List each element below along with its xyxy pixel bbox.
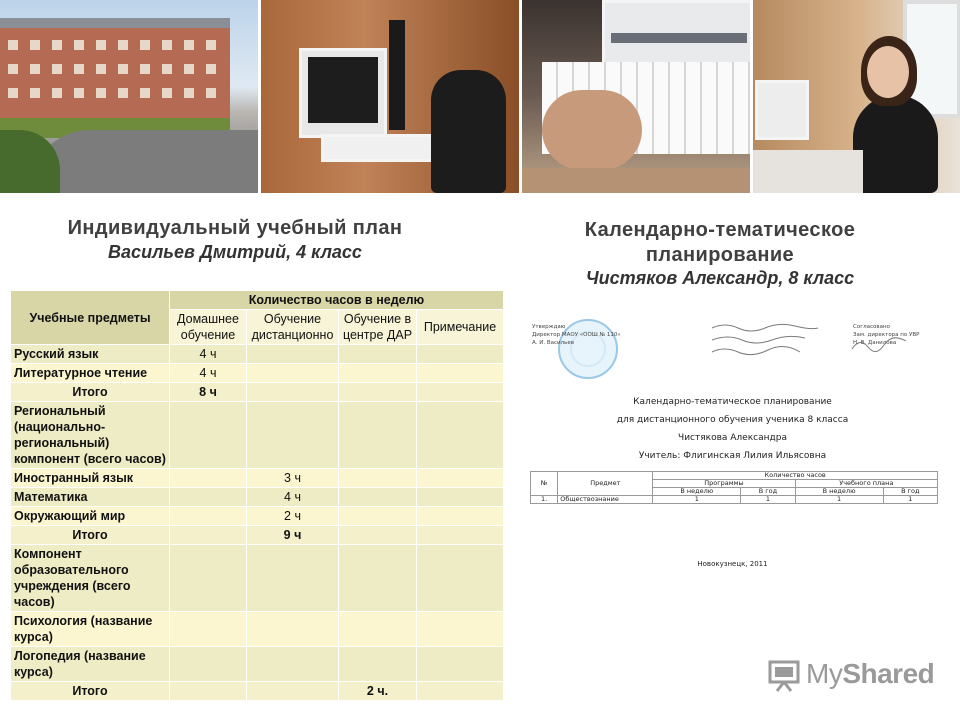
calendar-title-line1: Календарно-тематическое <box>584 219 856 241</box>
cell-note <box>417 507 504 526</box>
approval-label: Утверждаю <box>532 324 566 330</box>
table-row-total <box>11 383 504 402</box>
doc-th-num: № <box>531 472 558 496</box>
cell-home <box>170 402 247 469</box>
cell-subject: Итого <box>11 526 170 545</box>
doc-line-title: Календарно-тематическое планирование <box>633 397 832 407</box>
cell-note <box>417 364 504 383</box>
table-row-total <box>11 682 504 701</box>
cell-note <box>417 402 504 469</box>
header-distance: Обучение дистанционно <box>247 310 339 345</box>
cell-distance <box>247 364 339 383</box>
table-row <box>11 469 504 488</box>
handwritten-note <box>710 320 820 360</box>
table-row <box>11 364 504 383</box>
photo-strip <box>0 0 960 193</box>
doc-cell-num: 1. <box>531 496 558 504</box>
cell-home <box>170 526 247 545</box>
approval-block <box>532 323 621 347</box>
cell-subject: Иностранный язык <box>11 469 170 488</box>
cell-distance: 3 ч <box>247 469 339 488</box>
typing-hands-photo <box>522 0 750 193</box>
cell-home: 4 ч <box>170 364 247 383</box>
calendar-student: Чистяков Александр, 8 класс <box>585 268 855 288</box>
approval-position: Директор МАОУ «ООШ № 110» <box>532 332 621 338</box>
cell-center <box>339 647 417 682</box>
cell-center: 2 ч. <box>339 682 417 701</box>
calendar-title-line2: планирование <box>645 244 795 266</box>
cell-distance: 2 ч <box>247 507 339 526</box>
cell-distance <box>247 647 339 682</box>
cell-distance <box>247 545 339 612</box>
doc-th-week: В неделю <box>653 488 741 496</box>
doc-th-hours: Количество часов <box>653 472 938 480</box>
calendar-plan-document <box>520 305 945 595</box>
doc-cell-subject: Обществознание <box>558 496 653 504</box>
logo-text <box>806 658 934 690</box>
plan-title: Индивидуальный учебный план <box>67 217 403 239</box>
cell-note <box>417 488 504 507</box>
laptop-desk-photo <box>261 0 519 193</box>
header-home: Домашнее обучение <box>170 310 247 345</box>
header-center: Обучение в центре ДАР <box>339 310 417 345</box>
table-row <box>11 612 504 647</box>
table-row-total <box>11 526 504 545</box>
cell-center <box>339 469 417 488</box>
cell-distance <box>247 383 339 402</box>
table-row <box>11 488 504 507</box>
doc-th-year: В год <box>883 488 937 496</box>
agreement-position: Зам. директора по УВР <box>853 332 920 338</box>
cell-distance: 9 ч <box>247 526 339 545</box>
cell-note <box>417 647 504 682</box>
cell-subject: Математика <box>11 488 170 507</box>
cell-subject: Логопедия (название курса) <box>11 647 170 682</box>
presentation-board-icon <box>768 658 800 692</box>
cell-home <box>170 612 247 647</box>
doc-city-year: Новокузнецк, 2011 <box>697 560 768 568</box>
cell-home <box>170 545 247 612</box>
header-note: Примечание <box>417 310 504 345</box>
table-header-row <box>11 291 504 310</box>
agreement-label: Согласовано <box>853 324 890 330</box>
doc-th-programs: Программы <box>653 480 795 488</box>
logo-shared: Shared <box>842 658 935 689</box>
table-row <box>11 402 504 469</box>
cell-subject: Окружающий мир <box>11 507 170 526</box>
cell-home <box>170 469 247 488</box>
cell-center <box>339 364 417 383</box>
doc-th-plan: Учебного плана <box>795 480 937 488</box>
logo-my: My <box>806 658 843 689</box>
cell-center <box>339 526 417 545</box>
doc-cell-value: 1 <box>795 496 883 504</box>
cell-home: 8 ч <box>170 383 247 402</box>
cell-distance <box>247 345 339 364</box>
cell-subject: Психология (название курса) <box>11 612 170 647</box>
header-subjects: Учебные предметы <box>11 291 170 345</box>
cell-subject: Русский язык <box>11 345 170 364</box>
doc-line-student: Чистякова Александра <box>678 433 787 443</box>
doc-line-purpose: для дистанционного обучения ученика 8 класса <box>616 415 849 425</box>
cell-distance <box>247 682 339 701</box>
doc-th-subject: Предмет <box>558 472 653 496</box>
cell-center <box>339 345 417 364</box>
agreement-name: Н. В. Данилова <box>853 340 897 346</box>
cell-center <box>339 383 417 402</box>
table-row <box>11 647 504 682</box>
cell-subject: Региональный (национально-региональный) компонент (всего часов) <box>11 402 170 469</box>
doc-th-week: В неделю <box>795 488 883 496</box>
cell-subject: Литературное чтение <box>11 364 170 383</box>
cell-center <box>339 488 417 507</box>
cell-home: 4 ч <box>170 345 247 364</box>
cell-note <box>417 545 504 612</box>
cell-subject: Итого <box>11 682 170 701</box>
girl-headset-photo <box>753 0 960 193</box>
cell-note <box>417 469 504 488</box>
cell-home <box>170 682 247 701</box>
cell-center <box>339 612 417 647</box>
cell-center <box>339 545 417 612</box>
doc-th-year: В год <box>741 488 795 496</box>
doc-line-teacher: Учитель: Флигинская Лилия Ильясовна <box>638 451 827 461</box>
plan-student: Васильев Дмитрий, 4 класс <box>108 242 362 262</box>
study-plan-table <box>10 290 504 701</box>
myshared-logo <box>768 656 938 696</box>
cell-center <box>339 402 417 469</box>
cell-distance <box>247 402 339 469</box>
cell-note <box>417 345 504 364</box>
header-hours: Количество часов в неделю <box>170 291 504 310</box>
school-building-photo <box>0 0 258 193</box>
cell-home <box>170 647 247 682</box>
doc-cell-value: 1 <box>653 496 741 504</box>
cell-home <box>170 507 247 526</box>
cell-note <box>417 383 504 402</box>
table-row <box>11 545 504 612</box>
cell-note <box>417 612 504 647</box>
calendar-title <box>520 218 920 268</box>
cell-note <box>417 526 504 545</box>
signature <box>850 335 910 355</box>
cell-center <box>339 507 417 526</box>
doc-hours-table <box>530 471 938 504</box>
cell-subject: Компонент образовательного учреждения (всего часов) <box>11 545 170 612</box>
cell-note <box>417 682 504 701</box>
cell-home <box>170 488 247 507</box>
table-row <box>11 345 504 364</box>
cell-distance <box>247 612 339 647</box>
doc-cell-value: 1 <box>741 496 795 504</box>
doc-cell-value: 1 <box>883 496 937 504</box>
table-row <box>11 507 504 526</box>
cell-subject: Итого <box>11 383 170 402</box>
cell-distance: 4 ч <box>247 488 339 507</box>
approval-name: А. И. Васильев <box>532 340 574 346</box>
